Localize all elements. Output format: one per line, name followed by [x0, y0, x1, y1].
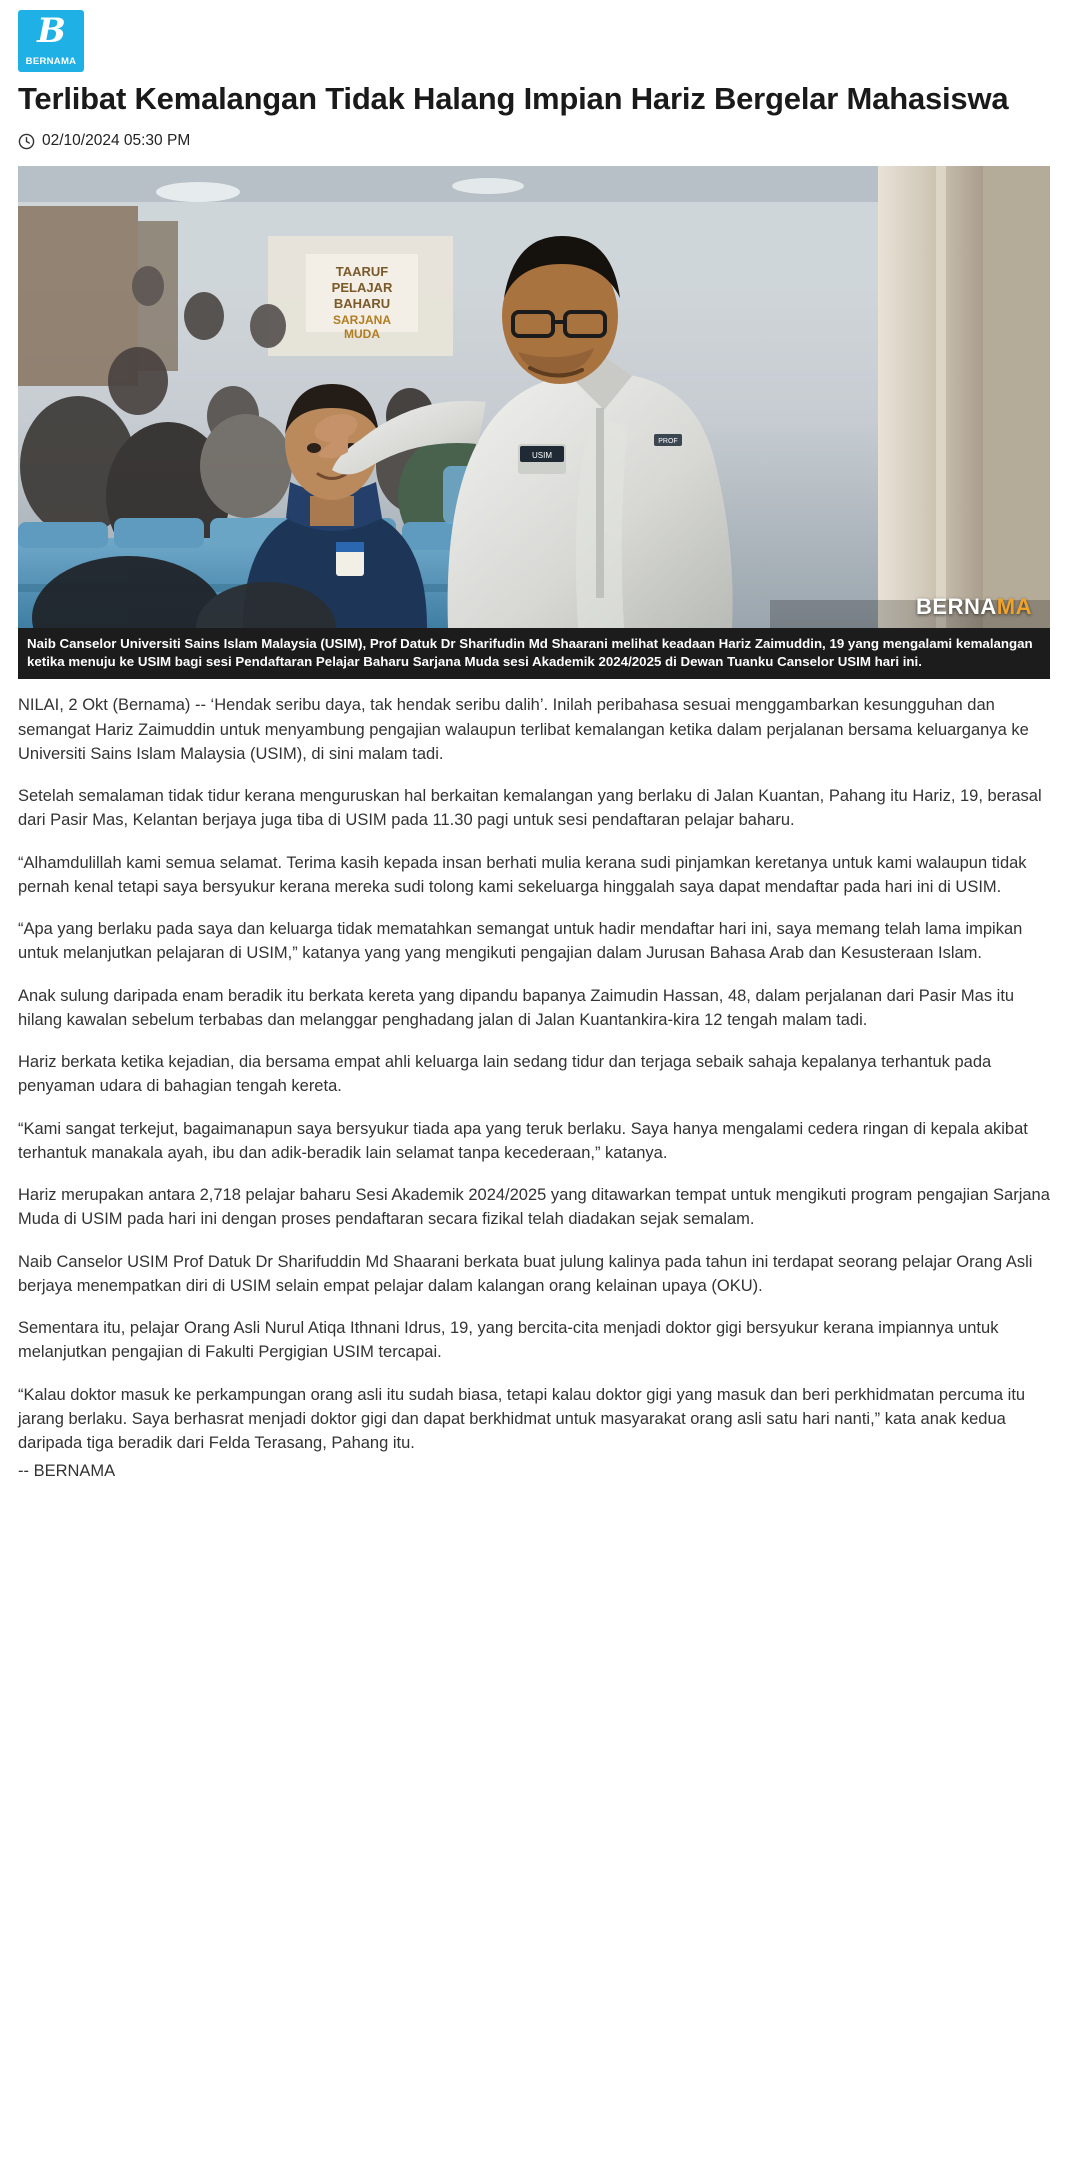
article-paragraph: Setelah semalaman tidak tidur kerana menguruskan hal berkaitan kemalangan yang berlaku di Jalan Kuantan, Pahang itu Hariz, 19, berasal dari Pasir Mas, Kelantan berjaya juga tiba di USIM pada 11.30 pagi untuk sesi pendaftaran pelajar baharu.: [18, 787, 1042, 830]
article-paragraph: Naib Canselor USIM Prof Datuk Dr Sharifuddin Md Shaarani berkata buat julung kalinya pada tahun ini terdapat seorang pelajar Orang Asli berjaya menempatkan diri di USIM selain empat pelajar dalam kalangan orang kelainan upaya (OKU).: [18, 1252, 1033, 1295]
article-paragraph: “Apa yang berlaku pada saya dan keluarga tidak mematahkan semangat untuk hadir mendaftar hari ini, saya memang telah lama impikan untuk melanjutkan pelajaran di USIM,” katanya yang yang mengikuti pengajian dalam Jurusan Bahasa Arab dan Kesusteraan Islam.: [18, 920, 1023, 963]
watermark-prefix: BERNA: [916, 594, 997, 620]
svg-text:PROF: PROF: [658, 438, 678, 446]
article-paragraph: “Kalau doktor masuk ke perkampungan orang asli itu sudah biasa, tetapi kalau doktor gigi yang masuk dan beri perkhidmatan percuma itu jarang berlaku. Saya berhasrat menjadi doktor gigi dan dapat berkhidmat untuk masyarakat orang asli satu hari nanti,” kata anak kedua daripada tiga beradik dari Felda Terasang, Pahang itu.: [18, 1385, 1026, 1453]
article-paragraph: Sementara itu, pelajar Orang Asli Nurul Atiqa Ithnani Idrus, 19, yang bercita-cita menjadi doktor gigi bersyukur kerana impiannya untuk melanjutkan pengajian di Fakulti Pergigian USIM tercapai.: [18, 1319, 999, 1362]
article-signoff: -- BERNAMA: [18, 1462, 116, 1481]
logo-wordmark: BERNAMA: [25, 56, 77, 67]
article-paragraph: NILAI, 2 Okt (Bernama) -- ‘Hendak seribu daya, tak hendak seribu dalih’. Inilah peribahasa sesuai menggambarkan kesungguhan dan semangat Hariz Zaimuddin untuk menyambung pengajian walaupun terlibat kemalangan ketika dalam perjalanan bersama keluarganya ke Universiti Sains Islam Malaysia (USIM), di sini malam tadi.: [18, 696, 1029, 763]
svg-text:SARJANA: SARJANA: [332, 313, 392, 328]
page-title: Terlibat Kemalangan Tidak Halang Impian Hariz Bergelar Mahasiswa: [18, 81, 1009, 116]
article-image: [18, 166, 1050, 628]
article-dateline: [18, 132, 1050, 150]
logo-b-glyph: B: [37, 11, 65, 51]
image-watermark: [916, 594, 1032, 620]
watermark-suffix: MA: [996, 594, 1032, 620]
svg-text:TAARUF: TAARUF: [335, 264, 389, 280]
article-paragraph: “Kami sangat terkejut, bagaimanapun saya bersyukur tiada apa yang teruk berlaku. Saya hanya mengalami cedera ringan di kepala akibat terhantuk manakala ayah, ibu dan adik-beradik lain selamat tanpa kecederaan,” katanya.: [18, 1119, 1028, 1162]
image-caption: Naib Canselor Universiti Sains Islam Malaysia (USIM), Prof Datuk Dr Sharifudin Md Shaarani melihat keadaan Hariz Zaimuddin, 19 yang mengalami kemalangan ketika menuju ke USIM bagi sesi Pendaftaran Pelajar Baharu Sarjana Muda sesi Akademik 2024/2025 di Dewan Tuanku Canselor USIM hari ini.: [18, 628, 1050, 679]
svg-text:USIM: USIM: [532, 451, 552, 461]
svg-text:PELAJAR: PELAJAR: [331, 280, 393, 296]
site-logo-wrapper: [18, 0, 1050, 76]
article-body: [18, 693, 1050, 1483]
bernama-logo[interactable]: [18, 10, 84, 72]
article-paragraph: Hariz merupakan antara 2,718 pelajar baharu Sesi Akademik 2024/2025 yang ditawarkan tempat untuk mengikuti program pengajian Sarjana Muda di USIM pada hari ini dengan proses pendaftaran secara fizikal telah diadakan sejak semalam.: [18, 1186, 1050, 1229]
svg-text:MUDA: MUDA: [344, 327, 380, 342]
article-figure: [18, 166, 1050, 679]
article-paragraph: Hariz berkata ketika kejadian, dia bersama empat ahli keluarga lain sedang tidur dan terjaga sebaik sahaja kepalanya terhantuk pada penyaman udara di bahagian tengah kereta.: [18, 1053, 992, 1096]
publish-timestamp: 02/10/2024 05:30 PM: [42, 132, 191, 150]
clock-icon: [18, 133, 35, 150]
svg-text:BAHARU: BAHARU: [333, 296, 391, 312]
article-paragraph: Anak sulung daripada enam beradik itu berkata kereta yang dipandu bapanya Zaimudin Hassan, 48, dalam perjalanan dari Pasir Mas itu hilang kawalan sebelum terbabas dan melanggar penghadang jalan di Jalan Kuantankira-kira 12 tengah malam tadi.: [18, 986, 1015, 1029]
article-paragraph: “Alhamdulillah kami semua selamat. Terima kasih kepada insan berhati mulia kerana sudi pinjamkan keretanya untuk kami walaupun tidak pernah kenal tetapi saya bersyukur kerana mereka sudi tolong kami sekeluarga hinggalah saya dapat mendaftar pada hari ini di USIM.: [18, 853, 1027, 896]
